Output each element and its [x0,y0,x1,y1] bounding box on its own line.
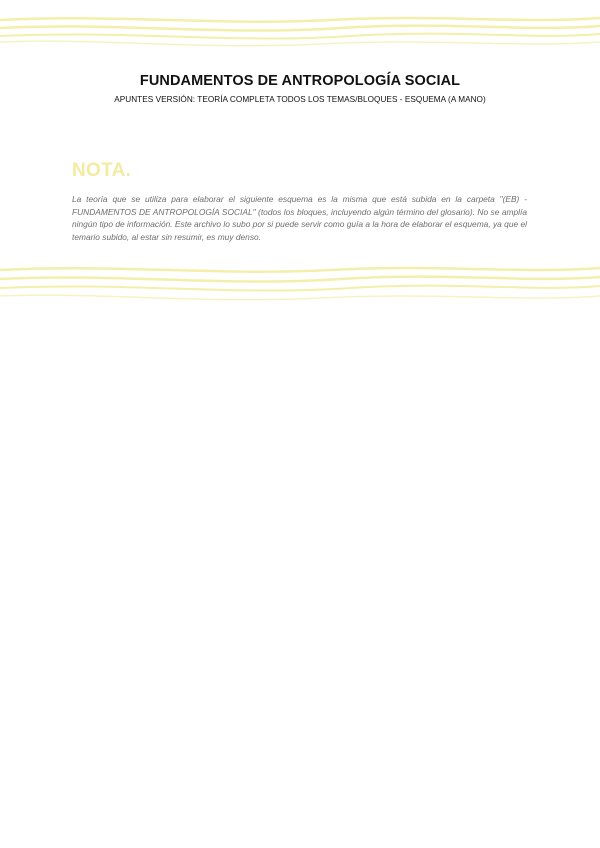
note-body: La teoría que se utiliza para elaborar el siguiente esquema es la misma que está subida en la carpeta "(EB) - FUNDAMENTOS DE ANTROPOLOGÍA SOCIAL" (todos los bloques, incluyendo algún término del glosario). No se amplía ningún tipo de información. Este archivo lo subo por si puede servir como guía a la hora de elaborar el esquema, ya que el temario subido, al estar sin resumir, es muy denso. [72,194,527,242]
document-title: FUNDAMENTOS DE ANTROPOLOGÍA SOCIAL [139,73,461,89]
note-heading: NOTA. [72,160,132,181]
decorative-wave-bottom [0,262,600,308]
document-subtitle: APUNTES VERSIÓN: TEORÍA COMPLETA TODOS LOS TEMAS/BLOQUES - ESQUEMA (A MANO) [114,95,486,104]
decorative-wave-top [0,12,600,58]
